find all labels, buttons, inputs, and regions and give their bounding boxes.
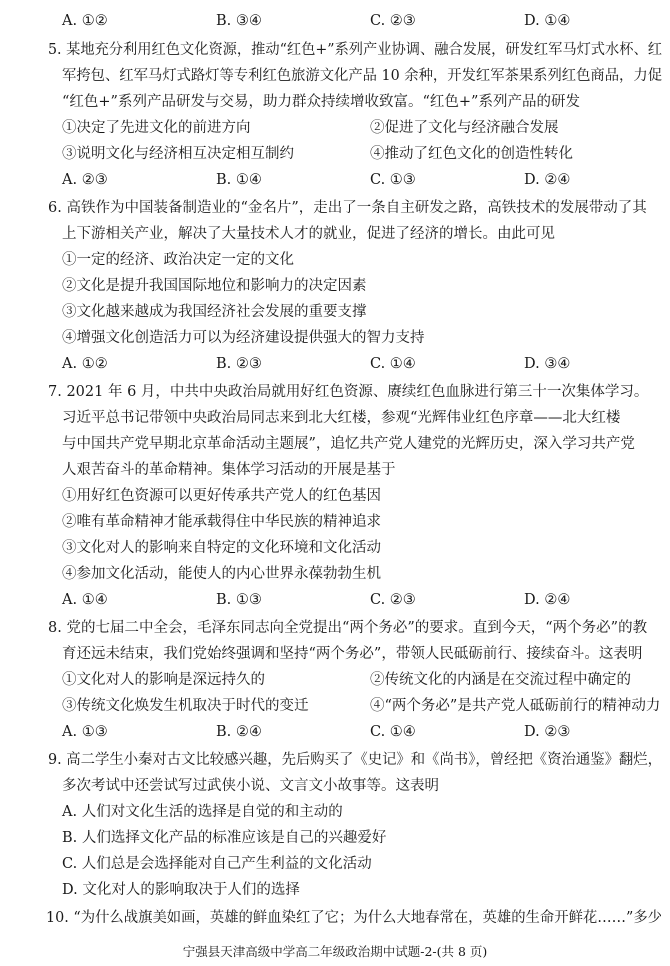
q8-statement-3: ③传统文化焕发生机取决于时代的变迁 [62, 698, 309, 714]
q9-stem-line-2: 多次考试中还尝试写过武侠小说、文言文小故事等。这表明 [62, 778, 439, 794]
q5-stem-line-2: 军挎包、红军马灯式路灯等专利红色旅游文化产品 10 余种，开发红军茶果系列红色商品，力促 [62, 68, 663, 84]
q6-stem-line-2: 上下游相关产业，解决了大量技术人才的就业，促进了经济的增长。由此可见 [62, 226, 555, 242]
q5-statement-4: ④推动了红色文化的创造性转化 [370, 146, 573, 162]
q7-stem-line-1: 7. 2021 年 6 月，中共中央政治局就用好红色资源、赓续红色血脉进行第三十一次集体学习。 [48, 384, 649, 400]
q7-stem-line-2: 习近平总书记带领中央政治局同志来到北大红楼，参观“光辉伟业红色序章——北大红楼 [62, 410, 621, 426]
q5-statement-1: ①决定了先进文化的前进方向 [62, 120, 251, 136]
q5-statement-3: ③说明文化与经济相互决定相互制约 [62, 146, 294, 162]
q8-option-b: B. ②④ [216, 724, 262, 740]
q8-options [62, 723, 662, 741]
q5-statement-row-1 [62, 119, 662, 137]
q8-option-a: A. ①③ [62, 724, 108, 740]
q8-statement-4: ④“两个务必”是共产党人砥砺前行的精神动力 [370, 698, 661, 714]
q8-option-d: D. ②③ [524, 724, 571, 740]
q4-option-c: C. ②③ [370, 13, 416, 29]
page-footer: 宁强县天津高级中学高二年级政治期中试题-2-(共 8 页) [182, 944, 488, 959]
q4-options [62, 12, 662, 30]
q7-statement-2: ②唯有革命精神才能承载得住中华民族的精神追求 [62, 514, 381, 530]
q5-option-a: A. ②③ [62, 172, 108, 188]
q9-choice-b: B. 人们选择文化产品的标准应该是自己的兴趣爱好 [62, 830, 387, 846]
q5-option-c: C. ①③ [370, 172, 416, 188]
q8-stem-line-2: 育还远未结束，我们党始终强调和坚持“两个务必”，带领人民砥砺前行、接续奋斗。这表明 [62, 646, 643, 662]
q10-stem-line-1: 10. “为什么战旗美如画，英雄的鲜血染红了它；为什么大地春常在，英雄的生命开鲜花……”多少 [46, 910, 663, 926]
q4-option-b: B. ③④ [216, 13, 262, 29]
q9-choice-c: C. 人们总是会选择能对自己产生利益的文化活动 [62, 856, 372, 872]
q4-option-a: A. ①② [62, 13, 108, 29]
q6-statement-1: ①一定的经济、政治决定一定的文化 [62, 252, 294, 268]
q5-option-d: D. ②④ [524, 172, 571, 188]
q6-options [62, 355, 662, 373]
q6-stem-line-1: 6. 高铁作为中国装备制造业的“金名片”，走出了一条自主研发之路，高铁技术的发展带动了其 [48, 200, 647, 216]
q7-option-a: A. ①④ [62, 592, 108, 608]
q4-option-d: D. ①④ [524, 13, 571, 29]
q6-statement-2: ②文化是提升我国国际地位和影响力的决定因素 [62, 278, 367, 294]
q5-stem-line-1: 5. 某地充分利用红色文化资源，推动“红色+”系列产业协调、融合发展，研发红军马灯式水杯、红 [48, 42, 662, 58]
q5-statement-2: ②促进了文化与经济融合发展 [370, 120, 559, 136]
q6-statement-4: ④增强文化创造活力可以为经济建设提供强大的智力支持 [62, 330, 425, 346]
q8-statement-row-2 [62, 697, 662, 715]
q7-stem-line-4: 人艰苦奋斗的革命精神。集体学习活动的开展是基于 [62, 462, 396, 478]
q5-option-b: B. ①④ [216, 172, 262, 188]
q7-statement-3: ③文化对人的影响来自特定的文化环境和文化活动 [62, 540, 381, 556]
q7-statement-4: ④参加文化活动，能使人的内心世界永葆勃勃生机 [62, 566, 381, 582]
q5-stem-line-3: “红色+”系列产品研发与交易，助力群众持续增收致富。“红色+”系列产品的研发 [62, 94, 580, 110]
q6-option-b: B. ②③ [216, 356, 262, 372]
q5-statement-row-2 [62, 145, 662, 163]
q7-option-c: C. ②③ [370, 592, 416, 608]
q8-statement-row-1 [62, 671, 662, 689]
q7-options [62, 591, 662, 609]
q6-option-c: C. ①④ [370, 356, 416, 372]
q9-stem-line-1: 9. 高二学生小秦对古文比较感兴趣，先后购买了《史记》和《尚书》，曾经把《资治通鉴》翻烂， [48, 752, 663, 768]
q8-option-c: C. ①④ [370, 724, 416, 740]
q7-stem-line-3: 与中国共产党早期北京革命活动主题展”，追忆共产党人建党的光辉历史，深入学习共产党 [62, 436, 635, 452]
q6-option-d: D. ③④ [524, 356, 571, 372]
q6-statement-3: ③文化越来越成为我国经济社会发展的重要支撑 [62, 304, 367, 320]
q9-choice-d: D. 文化对人的影响取决于人们的选择 [62, 882, 300, 898]
q5-options [62, 171, 662, 189]
q8-stem-line-1: 8. 党的七届二中全会，毛泽东同志向全党提出“两个务必”的要求。直到今天，“两个务必”的教 [48, 620, 648, 636]
q6-option-a: A. ①② [62, 356, 108, 372]
q7-statement-1: ①用好红色资源可以更好传承共产党人的红色基因 [62, 488, 381, 504]
q7-option-d: D. ②④ [524, 592, 571, 608]
q8-statement-1: ①文化对人的影响是深远持久的 [62, 672, 265, 688]
q9-choice-a: A. 人们对文化生活的选择是自觉的和主动的 [62, 804, 343, 820]
q8-statement-2: ②传统文化的内涵是在交流过程中确定的 [370, 672, 631, 688]
q7-option-b: B. ①③ [216, 592, 262, 608]
